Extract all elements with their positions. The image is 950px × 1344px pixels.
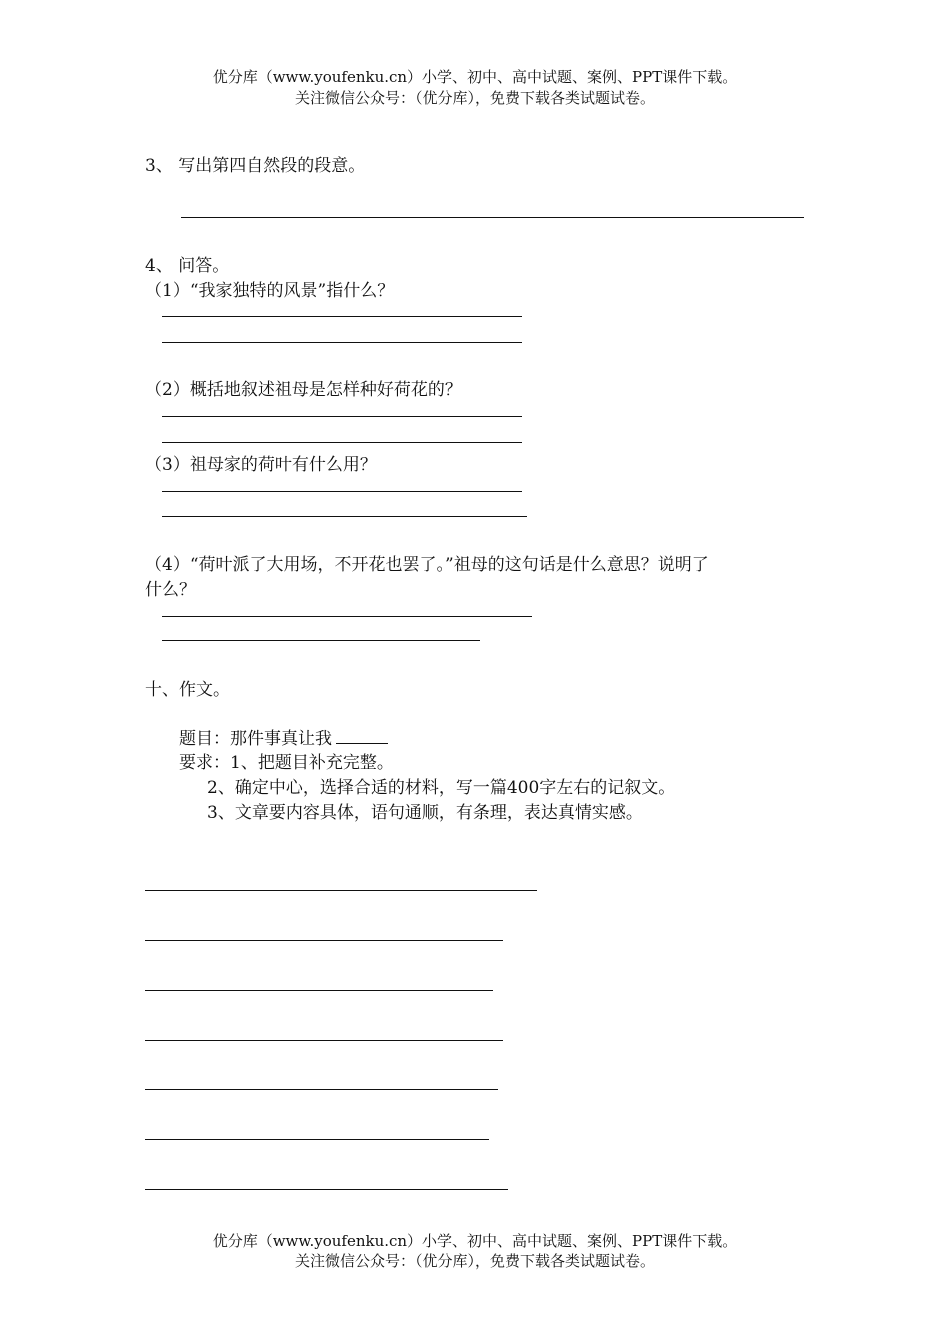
writing-line <box>145 1040 503 1041</box>
answer-line <box>162 616 532 617</box>
question-4-4-line-2: 什么？ <box>145 580 196 600</box>
question-3-label: 3、 写出第四自然段的段意。 <box>145 156 366 176</box>
answer-line <box>162 640 480 641</box>
question-4-4-line-1: （4）“荷叶派了大用场，不开花也罢了。”祖母的这句话是什么意思？说明了 <box>145 555 709 575</box>
essay-section-title: 十、作文。 <box>145 680 230 700</box>
footer-line-2: 关注微信公众号：（优分库），免费下载各类试题试卷。 <box>294 1252 655 1270</box>
essay-requirement-2: 2、确定中心，选择合适的材料，写一篇400字左右的记叙文。 <box>207 778 676 798</box>
essay-requirement-3: 3、文章要内容具体，语句通顺，有条理，表达真情实感。 <box>207 803 643 823</box>
question-4-3: （3）祖母家的荷叶有什么用？ <box>145 455 377 475</box>
question-4-1: （1）“我家独特的风景”指什么？ <box>145 281 395 301</box>
header-line-2: 关注微信公众号：（优分库），免费下载各类试题试卷。 <box>294 89 655 107</box>
answer-line <box>162 491 522 492</box>
answer-line <box>162 442 522 443</box>
header-line-1: 优分库（www.youfenku.cn）小学、初中、高中试题、案例、PPT课件下载。 <box>212 68 738 86</box>
footer-line-1: 优分库（www.youfenku.cn）小学、初中、高中试题、案例、PPT课件下载。 <box>212 1232 738 1250</box>
writing-line <box>145 1089 498 1090</box>
question-4-label: 4、 问答。 <box>145 256 230 276</box>
essay-requirement-1: 要求：1、把题目补充完整。 <box>179 753 394 773</box>
essay-topic <box>179 724 388 749</box>
answer-line <box>162 316 522 317</box>
answer-line <box>162 342 522 343</box>
topic-blank <box>336 729 388 744</box>
writing-line <box>145 990 493 991</box>
writing-line <box>145 890 537 891</box>
question-4-2: （2）概括地叙述祖母是怎样种好荷花的？ <box>145 380 462 400</box>
answer-line <box>181 217 804 218</box>
answer-line <box>162 416 522 417</box>
writing-line <box>145 1189 508 1190</box>
writing-line <box>145 1139 489 1140</box>
writing-line <box>145 940 503 941</box>
essay-topic-label: 题目：那件事真让我 <box>179 729 332 749</box>
answer-line <box>162 516 527 517</box>
